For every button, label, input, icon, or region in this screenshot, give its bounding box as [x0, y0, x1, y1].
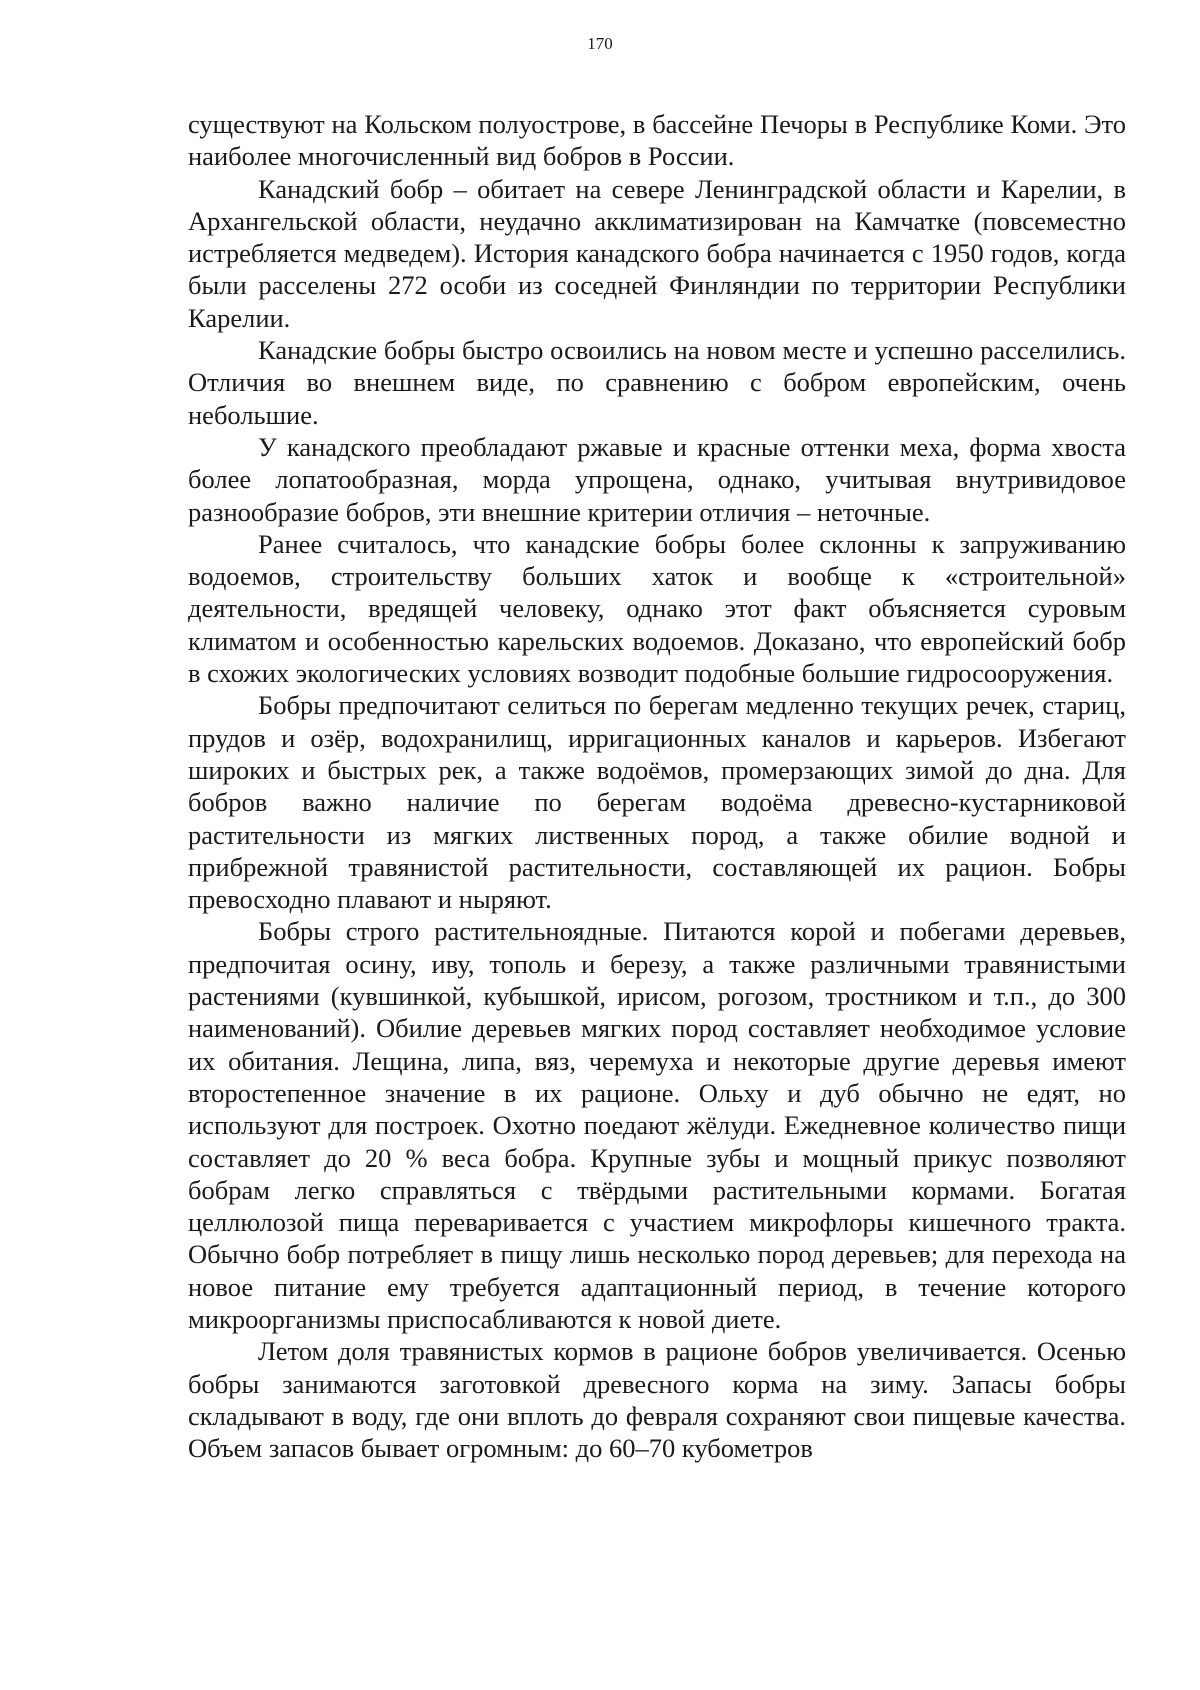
paragraph: Бобры предпочитают селиться по берегам медленно текущих речек, стариц, прудов и озёр, водохранилищ, ирригационных каналов и карьеров. Избегают широких и быстрых рек, а также водоёмов, промерзающих зимой до дна. Для бобров важно наличие по берегам водоёма древесно-кустарниковой растительности из мягких лиственных пород, а также обилие водной и прибрежной травянистой растительности, составляющей их рацион. Бобры превосходно плавают и ныряют.: [188, 690, 1126, 915]
paragraph: Летом доля травянистых кормов в рационе бобров увеличивается. Осенью бобры занимаются заготовкой древесного корма на зиму. Запасы бобры складывают в воду, где они вплоть до февраля сохраняют свои пищевые качества. Объем запасов бывает огромным: до 60–70 кубометров: [188, 1336, 1126, 1464]
body-text: [188, 108, 1126, 1464]
paragraph: У канадского преобладают ржавые и красные оттенки меха, форма хвоста более лопатообразная, морда упрощена, однако, учитывая внутривидовое разнообразие бобров, эти внешние критерии отличия – неточные.: [188, 431, 1126, 527]
paragraph: Канадский бобр – обитает на севере Ленинградской области и Карелии, в Архангельской области, неудачно акклиматизирован на Камчатке (повсеместно истребляется медведем). История канадского бобра начинается с 1950 годов, когда были расселены 272 особи из соседней Финляндии по территории Республики Карелии.: [188, 173, 1126, 333]
paragraph: Бобры строго растительноядные. Питаются корой и побегами деревьев, предпочитая осину, иву, тополь и березу, а также различными травянистыми растениями (кувшинкой, кубышкой, ирисом, рогозом, тростником и т.п., до 300 наименований). Обилие деревьев мягких пород составляет необходимое условие их обитания. Лещина, липа, вяз, черемуха и некоторые другие деревья имеют второстепенное значение в их рационе. Ольху и дуб обычно не едят, но используют для построек. Охотно поедают жёлуди. Ежедневное количество пищи составляет до 20 % веса бобра. Крупные зубы и мощный прикус позволяют бобрам легко справляться с твёрдыми растительными кормами. Богатая целлюлозой пища переваривается с участием микрофлоры кишечного тракта. Обычно бобр потребляет в пищу лишь несколько пород деревьев; для перехода на новое питание ему требуется адаптационный период, в течение которого микроорганизмы приспосабливаются к новой диете.: [188, 916, 1126, 1334]
paragraph: Канадские бобры быстро освоились на новом месте и успешно расселились. Отличия во внешнем виде, по сравнению с бобром европейским, очень небольшие.: [188, 335, 1126, 430]
paragraph: Ранее считалось, что канадские бобры более склонны к запруживанию водоемов, строительству больших хаток и вообще к «строительной» деятельности, вредящей человеку, однако этот факт объясняется суровым климатом и особенностью карельских водоемов. Доказано, что европейский бобр в схожих экологических условиях возводит подобные большие гидросооружения.: [188, 528, 1126, 689]
paragraph: существуют на Кольском полуострове, в бассейне Печоры в Республике Коми. Это наиболее многочисленный вид бобров в России.: [188, 109, 1126, 172]
page-number: 170: [587, 34, 613, 53]
